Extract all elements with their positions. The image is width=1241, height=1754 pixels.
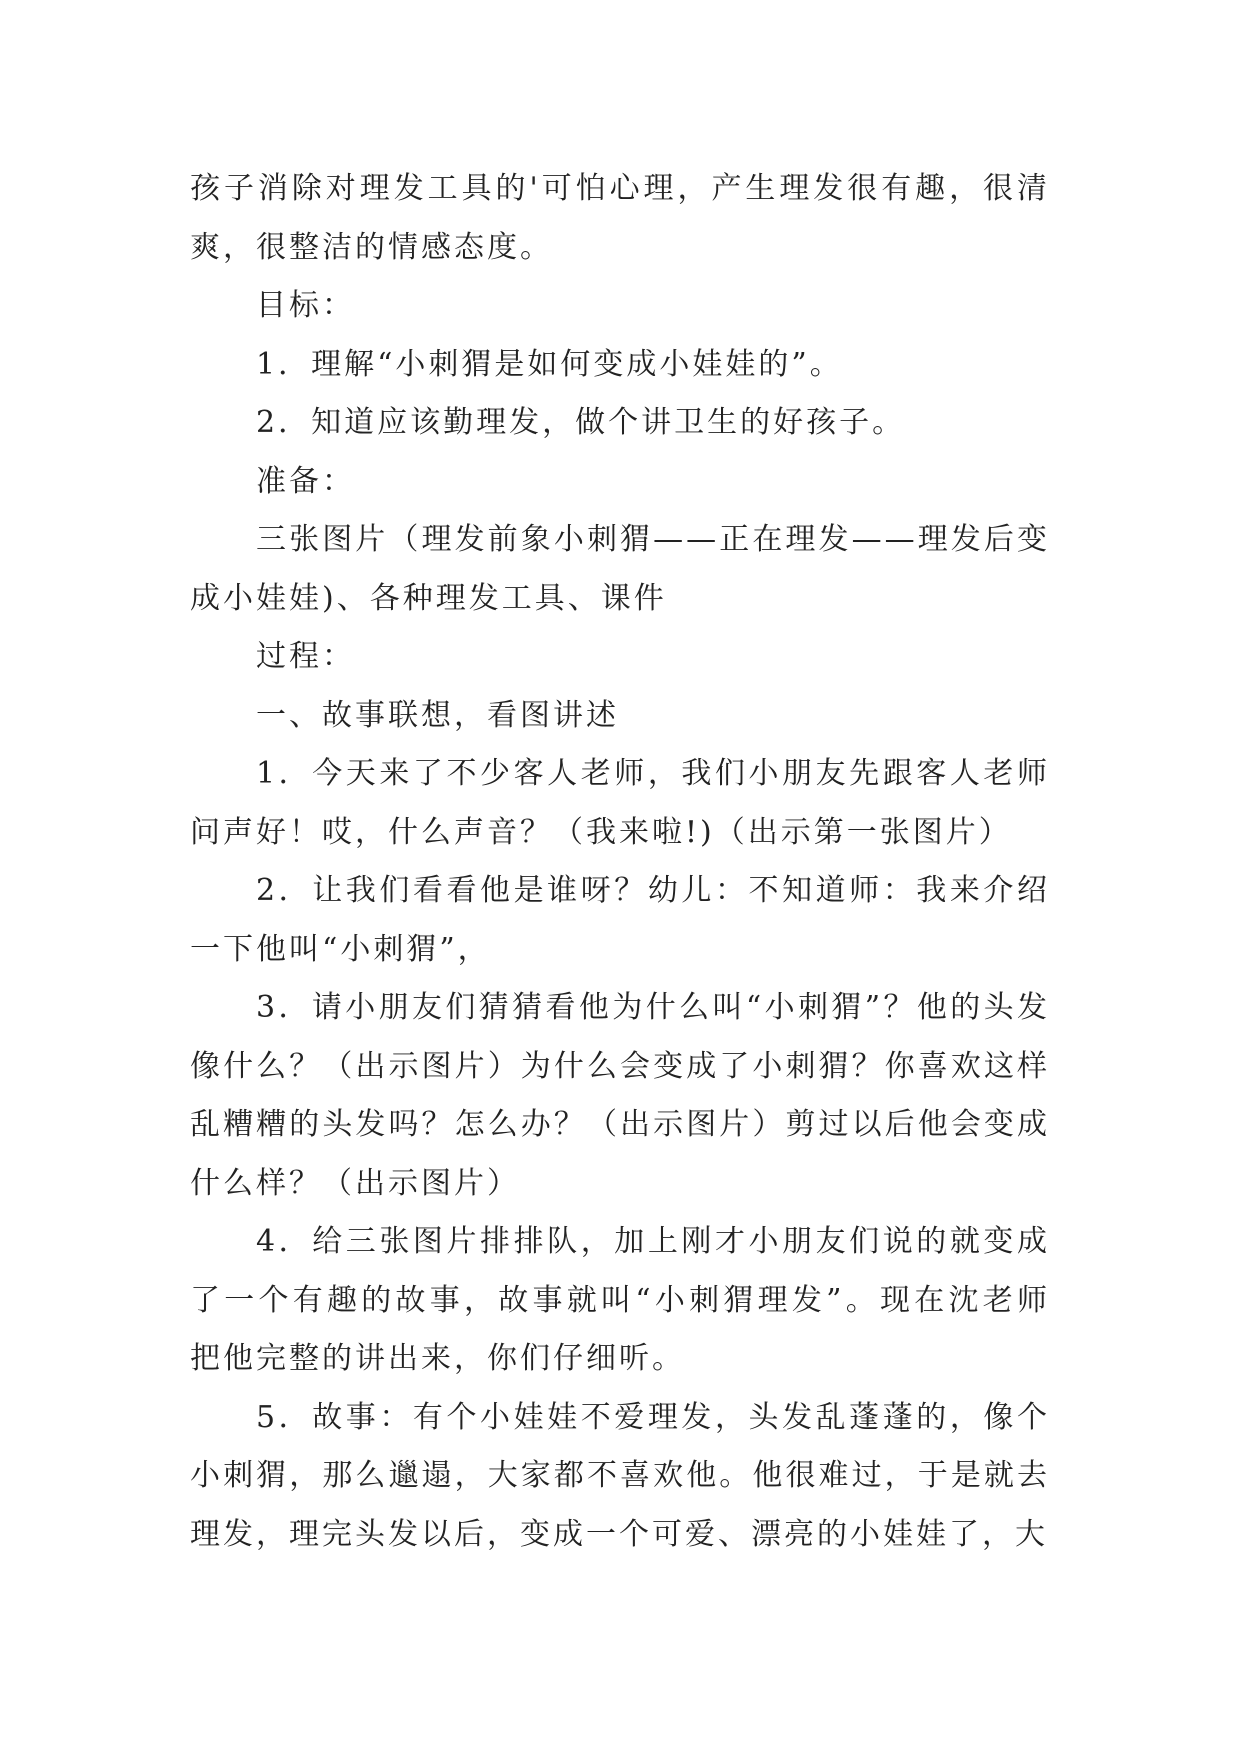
heading-preparation: 准备：	[256, 463, 355, 499]
goal-item-2: 2．知道应该勤理发，做个讲卫生的好孩子。	[256, 405, 906, 440]
process-section-1: 一、故事联想，看图讲述	[256, 697, 619, 733]
heading-goals: 目标：	[256, 288, 355, 323]
process-step-5: 5．故事：有个小娃娃不爱理发，头发乱蓬蓬的，像个小刺猬，那么邋遢，大家都不喜欢他。他很难过，于是就去理发，理完头发以后，变成一个可爱、漂亮的小娃娃了，大	[190, 1399, 1050, 1552]
document-page	[190, 160, 1050, 1564]
process-step-2: 2．让我们看看他是谁呀？幼儿：不知道师：我来介绍一下他叫“小刺猬”，	[190, 873, 1050, 967]
preparation-text: 三张图片（理发前象小刺猬——正在理发——理发后变成小娃娃)、各种理发工具、课件	[190, 522, 1050, 616]
goal-item-1: 1．理解“小刺猬是如何变成小娃娃的”。	[256, 346, 843, 382]
process-step-3: 3．请小朋友们猜猜看他为什么叫“小刺猬”？他的头发像什么？（出示图片）为什么会变成了小刺猬？你喜欢这样乱糟糟的头发吗？怎么办？（出示图片）剪过以后他会变成什么样？（出示图片）	[190, 990, 1050, 1201]
heading-process: 过程：	[256, 639, 355, 674]
process-step-1: 1．今天来了不少客人老师，我们小朋友先跟客人老师问声好！哎，什么声音？（我来啦!)（出示第一张图片）	[190, 756, 1050, 850]
paragraph-continuation: 孩子消除对理发工具的'可怕心理，产生理发很有趣，很清爽，很整洁的情感态度。	[190, 171, 1050, 265]
process-step-4: 4．给三张图片排排队，加上刚才小朋友们说的就变成了一个有趣的故事，故事就叫“小刺猬理发”。现在沈老师把他完整的讲出来，你们仔细听。	[190, 1224, 1050, 1376]
